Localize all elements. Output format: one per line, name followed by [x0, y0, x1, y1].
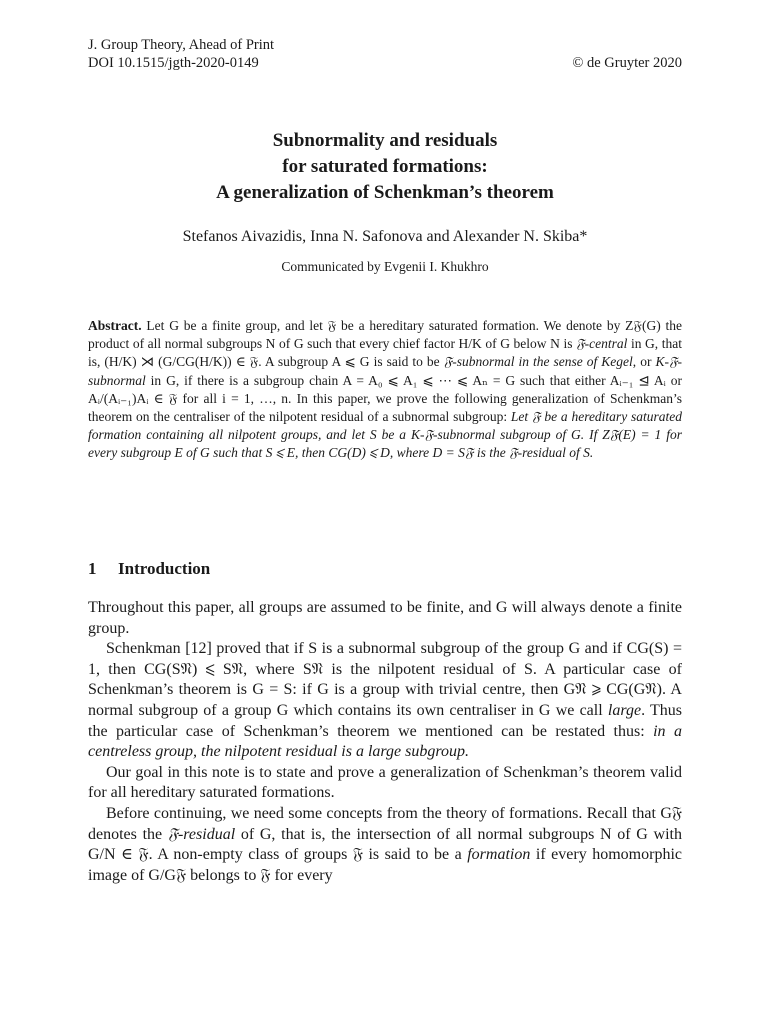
running-header-journal [88, 36, 682, 54]
journal-name: J. Group Theory, Ahead of Print [88, 37, 275, 53]
title-line: Subnormality and residuals [272, 130, 498, 151]
paragraph: Our goal in this note is to state and prove a generalization of Schenkman’s theorem valid for all hereditary saturated formations. [88, 763, 682, 802]
paragraph-text: if every homomorphic image of G/G𝔉 belongs to 𝔉 for every [88, 846, 682, 884]
abstract-label: Abstract. [88, 318, 142, 333]
paper-title [88, 128, 682, 206]
abstract-text: Let G be a finite group, and let 𝔉 be a hereditary saturated formation. We denote by Z𝔉(G) the product of all normal subgroups N of G such that every chief factor H/K of G below N is [88, 318, 682, 352]
authors: Stefanos Aivazidis, Inna N. Safonova and Alexander N. Skiba* [182, 228, 588, 245]
section-number: 1 [88, 559, 97, 578]
abstract [88, 317, 682, 463]
section-heading [88, 558, 682, 580]
paragraph-text: Schenkman [12] proved that if S is a subnormal subgroup of the group G and if CG(S) = 1, then CG(S𝔑) ⩽ S𝔑, where S𝔑 is the nilpotent residual of S. A particular case of Schenkman’s theorem is G = S: if G is a group with trivial centre, then G𝔑 ⩾ CG(G𝔑). A normal subgroup of a group G which contains its own centraliser in G we call [88, 640, 682, 719]
title-line: for saturated formations: [282, 156, 488, 177]
abstract-term: K-𝔉-subnormal [88, 354, 683, 388]
paragraph-text: of G, that is, the intersection of all normal subgroups N of G with G/N ∈ 𝔉. A non-empty class of groups 𝔉 is said to be a [88, 825, 682, 864]
section-title: Introduction [118, 559, 211, 578]
title-line: A generalization of Schenkman’s theorem [216, 182, 554, 203]
doi: DOI 10.1515/jgth-2020-0149 [88, 55, 259, 71]
paragraph: Throughout this paper, all groups are assumed to be finite, and G will always denote a finite group. [88, 599, 682, 637]
paragraph-text: . Thus the particular case of Schenkman’s theorem we mentioned can be restated thus: [88, 701, 683, 740]
emphasis: large [607, 701, 642, 719]
communicated-by: Communicated by Evgenii I. Khukhro [281, 259, 489, 274]
abstract-theorem: Let 𝔉 be a hereditary saturated formation containing all nilpotent groups, and let S be a K-𝔉-subnormal subgroup of G. If Z𝔉(E) = 1 for every subgroup E of G such that S ⩽ E, then CG(D) ⩽ D, where D = S𝔉 is the 𝔉-residual of S. [88, 409, 682, 461]
emphasis: formation [467, 846, 531, 864]
running-header-doi [88, 54, 682, 72]
copyright: © de Gruyter 2020 [572, 55, 682, 71]
body-text [88, 598, 682, 886]
paragraph-text: Before continuing, we need some concepts from the theory of formations. Recall that G𝔉 denotes the [88, 804, 682, 843]
emphasis: in a centreless group, the nilpotent residual is a large subgroup. [88, 722, 682, 761]
abstract-text: in G, that is, (H/K) ⋊ (G/CG(H/K)) ∈ 𝔉. A subgroup A ⩽ G is said to be [88, 336, 682, 370]
paragraph [88, 804, 682, 886]
abstract-text: , or [632, 354, 656, 370]
paragraph [88, 639, 682, 763]
abstract-term: 𝔉-central [576, 336, 628, 352]
abstract-text: in G, if there is a subgroup chain A = A₀ ⩽ A₁ ⩽ ⋯ ⩽ Aₙ = G such that either Aᵢ₋₁ ⊴ Aᵢ or Aᵢ/(Aᵢ₋₁)Aᵢ ∈ 𝔉 for all i = 1, …, n. In this paper, we prove the following generalization of Schenkman’s theorem on the centraliser of the nilpotent residual of a subnormal subgroup: [88, 372, 682, 425]
emphasis: 𝔉-residual [167, 825, 236, 843]
abstract-term: 𝔉-subnormal in the sense of Kegel [443, 354, 633, 370]
